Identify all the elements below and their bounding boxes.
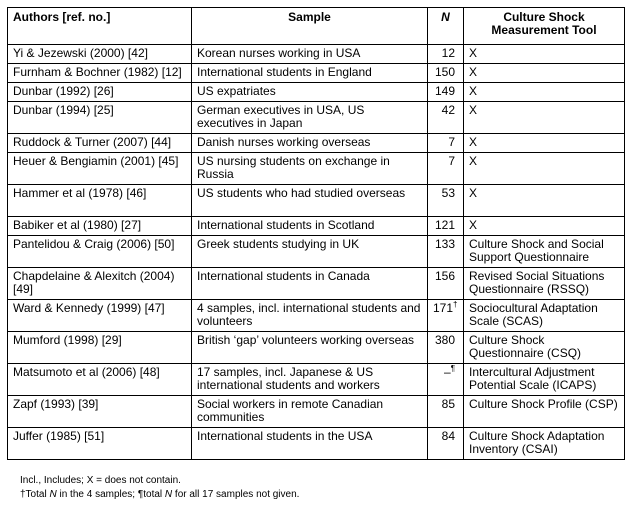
cell-authors: Hammer et al (1978) [46] [8,185,192,217]
cell-n: 156 [428,268,464,300]
cell-authors: Ward & Kennedy (1999) [47] [8,300,192,332]
cell-tool: X [464,185,625,217]
cell-n: 7 [428,153,464,185]
table-row [8,217,625,236]
table-row [8,102,625,134]
header-authors: Authors [ref. no.] [8,8,192,45]
table-row [8,428,625,460]
table-row [8,396,625,428]
cell-authors: Juffer (1985) [51] [8,428,192,460]
footnote-text: for all 17 samples not given. [172,489,300,500]
table-row [8,300,625,332]
cell-tool: Culture Shock Adaptation Inventory (CSAI) [464,428,625,460]
footnote-n-symbol: N [164,489,173,500]
cell-authors: Zapf (1993) [39] [8,396,192,428]
culture-shock-studies-table [7,7,625,460]
cell-n: 84 [428,428,464,460]
cell-sample: 17 samples, incl. Japanese & US international students and workers [192,364,428,396]
table-row [8,45,625,64]
table-row [8,185,625,217]
cell-tool: Culture Shock Profile (CSP) [464,396,625,428]
cell-authors: Pantelidou & Craig (2006) [50] [8,236,192,268]
cell-authors: Furnham & Bochner (1982) [12] [8,64,192,83]
footnote-line-1: Incl., Includes; X = does not contain. [20,475,181,486]
footnote-text: †Total [20,489,50,500]
n-value: – [444,365,451,379]
cell-sample: Social workers in remote Canadian communities [192,396,428,428]
cell-tool: X [464,102,625,134]
header-tool: Culture Shock Measurement Tool [464,8,625,45]
cell-n: 149 [428,83,464,102]
cell-sample: German executives in USA, US executives in Japan [192,102,428,134]
cell-tool: X [464,217,625,236]
cell-authors: Yi & Jezewski (2000) [42] [8,45,192,64]
header-n: N [428,8,464,45]
cell-sample: International students in Canada [192,268,428,300]
cell-tool: Revised Social Situations Questionnaire (RSSQ) [464,268,625,300]
table-row [8,64,625,83]
cell-authors: Ruddock & Turner (2007) [44] [8,134,192,153]
footnote-mark: † [453,300,458,309]
cell-authors: Dunbar (1992) [26] [8,83,192,102]
cell-sample: Korean nurses working in USA [192,45,428,64]
cell-authors: Babiker et al (1980) [27] [8,217,192,236]
cell-sample: International students in England [192,64,428,83]
cell-sample: US nursing students on exchange in Russia [192,153,428,185]
footnote-text: in the 4 samples; ¶total [56,489,165,500]
table-footnotes [20,474,299,502]
cell-sample: 4 samples, incl. international students and volunteers [192,300,428,332]
cell-sample: Greek students studying in UK [192,236,428,268]
footnote-mark: ¶ [450,364,455,373]
cell-tool: X [464,64,625,83]
footnote-line-2 [20,488,299,502]
cell-n [428,300,464,332]
cell-n: 121 [428,217,464,236]
table-row [8,153,625,185]
cell-tool: Culture Shock and Social Support Questionnaire [464,236,625,268]
cell-n: 380 [428,332,464,364]
cell-tool: X [464,45,625,64]
cell-authors: Heuer & Bengiamin (2001) [45] [8,153,192,185]
cell-n [428,364,464,396]
cell-n: 150 [428,64,464,83]
cell-authors: Chapdelaine & Alexitch (2004) [49] [8,268,192,300]
cell-authors: Dunbar (1994) [25] [8,102,192,134]
table-row [8,332,625,364]
cell-tool: X [464,134,625,153]
cell-n: 12 [428,45,464,64]
cell-tool: Sociocultural Adaptation Scale (SCAS) [464,300,625,332]
cell-n: 42 [428,102,464,134]
table-row [8,268,625,300]
cell-tool: X [464,83,625,102]
cell-sample: International students in Scotland [192,217,428,236]
table-row [8,134,625,153]
cell-n: 133 [428,236,464,268]
n-value: 171 [433,301,454,315]
table-row [8,364,625,396]
cell-n: 53 [428,185,464,217]
table-header-row [8,8,625,45]
cell-sample: US expatriates [192,83,428,102]
cell-sample: International students in the USA [192,428,428,460]
cell-tool: X [464,153,625,185]
cell-n: 7 [428,134,464,153]
cell-tool: Culture Shock Questionnaire (CSQ) [464,332,625,364]
header-sample: Sample [192,8,428,45]
culture-shock-table-wrapper [7,7,625,460]
cell-tool: Intercultural Adjustment Potential Scale (ICAPS) [464,364,625,396]
cell-n: 85 [428,396,464,428]
footnote-n-symbol: N [49,489,57,500]
cell-sample: Danish nurses working overseas [192,134,428,153]
cell-sample: British ‘gap’ volunteers working overseas [192,332,428,364]
cell-authors: Matsumoto et al (2006) [48] [8,364,192,396]
cell-sample: US students who had studied overseas [192,185,428,217]
table-row [8,83,625,102]
table-row [8,236,625,268]
cell-authors: Mumford (1998) [29] [8,332,192,364]
